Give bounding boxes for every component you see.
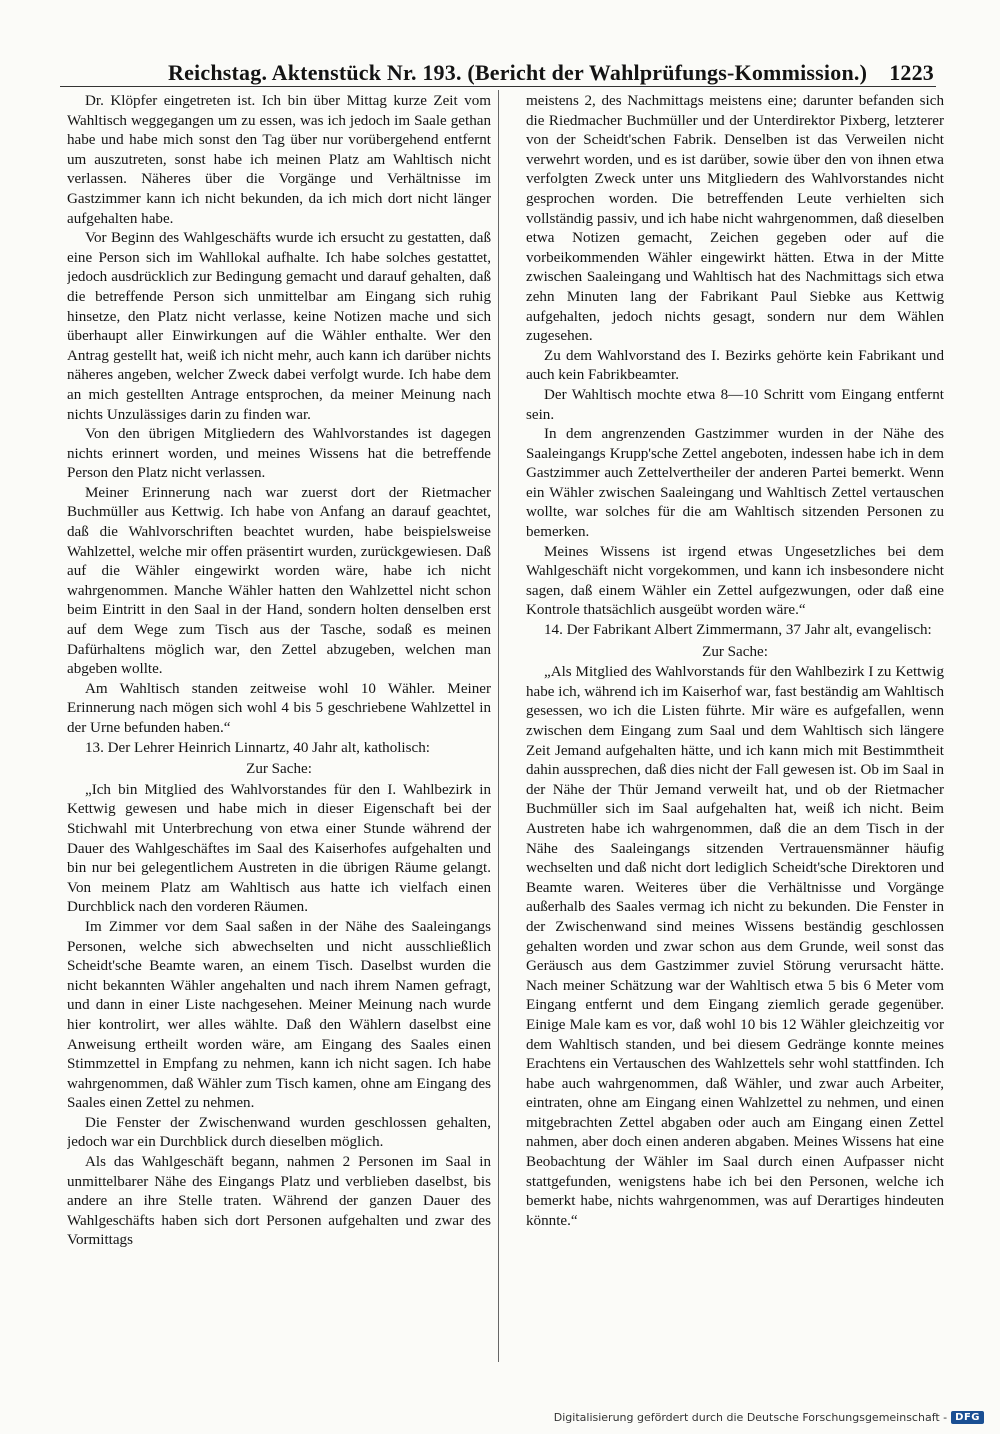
dfg-logo: DFG (951, 1411, 984, 1424)
paragraph: 14. Der Fabrikant Albert Zimmermann, 37 Jahr alt, evangelisch: (544, 622, 932, 639)
paragraph: In dem angrenzenden Gastzimmer wurden in der Nähe des Saaleingangs Krupp'sche Zettel angeboten, indessen habe ich in dem Gastzimmer auch Zettelvertheiler der anderen Partei bemerkt. Wenn ein Wähler zwischen Saaleingang und Wahltisch Zettel vertauschen wollte, war solches für die am Wahltisch sitzenden Personen zu bemerken. (526, 426, 944, 541)
left-column (67, 92, 491, 1364)
paragraph: „Ich bin Mitglied des Wahlvorstandes für den I. Wahlbezirk in Kettwig gewesen und habe mich in dieser Eigenschaft bei der Stichwahl mit Unterbrechung von etwa einer Stunde während der Dauer des Wahlgeschäftes im Saal des Kaiserhofes aufgehalten und bin nur bei gelegentlichem Austreten in die übrigen Räume gelangt. Von meinem Platz am Wahltisch aus hatte ich vielfach einen Durchblick nach den vorderen Räumen. (67, 781, 491, 916)
header-rule (60, 86, 936, 87)
paragraph: Die Fenster der Zwischenwand wurden geschlossen gehalten, jedoch war ein Durchblick durch dieselben möglich. (67, 1114, 491, 1151)
paragraph: 13. Der Lehrer Heinrich Linnartz, 40 Jahr alt, katholisch: (85, 739, 430, 756)
paragraph: Meines Wissens ist irgend etwas Ungesetzliches bei dem Wahlgeschäft nicht vorgekommen, und kann ich insbesondere nicht sagen, daß einem Wähler ein Zettel aufgezwungen, oder daß eine Kontrole thatsächlich ausgeübt worden wäre.“ (526, 543, 944, 619)
paragraph: „Als Mitglied des Wahlvorstands für den Wahlbezirk I zu Kettwig habe ich, während ich im Kaiserhof war, fast beständig am Wahltisch gesessen, wo ich die Listen führte. Mir wäre es aufgefallen, wenn zwischen dem Eingang zum Saal und dem Wahltisch sich längere Zeit Jemand aufgehalten hätte, und ich kann mich mit Bestimmtheit dahin aussprechen, daß dies nicht der Fall gewesen ist. Ob im Saal in der Nähe der Thür Jemand verweilt hat, und ob der Rietmacher Buchmüller sich im Saal aufgehalten hat, weiß ich nicht. Beim Austreten habe ich wahrgenommen, daß die an dem Tisch in der Nähe des Saaleingangs sitzenden Vertrauensmänner häufig wechselten und daß nicht dort lediglich Scheidt'sche Direktoren und Beamte waren. Weiteres über die Verhältnisse und Vorgänge außerhalb des Saales vermag ich nicht zu bekunden. Die Fenster in der Zwischenwand sind meines Wissens beständig geschlossen gehalten worden und zwar schon aus dem Grunde, weil sonst das Geräusch aus dem Gastzimmer zuviel Störung verursacht hätte. Nach meiner Schätzung war der Wahltisch etwa 5 bis 6 Meter vom Eingang entfernt und dem Eingang ziemlich gerade gegenüber. Einige Male kam es vor, daß wohl 10 bis 12 Wähler gleichzeitig vor dem Wahltisch standen, und bei diesem Gedränge konnte meines Erachtens ein Vertauschen des Wahlzettels sehr wohl stattfinden. Ich habe auch wahrgenommen, daß Wähler, und zwar auch Arbeiter, eintraten, ohne am Eingang einen Wahlzettel zu nehmen, und einen mitgebrachten Zettel abgaben oder auch am Eingang einen Zettel nahmen, aber doch einen anderen abgaben. Meines Wissens hat eine Beobachtung der Wähler im Saal durch einen Aufpasser nicht stattgefunden, wenigstens habe ich bei den Personen, welche ich bemerkt habe, nichts wahrgenommen, was auf Derartiges hindeuten könnte.“ (526, 664, 944, 1229)
paragraph: Meiner Erinnerung nach war zuerst dort der Rietmacher Buchmüller aus Kettwig. Ich habe von Anfang an darauf geachtet, daß die Wahlvorschriften beachtet wurden, habe beispielsweise Wahlzettel, welche mir offen präsentirt wurden, zurückgewiesen. Daß auf die Wähler eingewirkt worden wäre, habe ich nicht wahrgenommen. Manche Wähler hatten den Wahlzettel nicht schon beim Eintritt in den Saal in der Hand, sondern holten denselben erst auf dem Wege zum Tisch aus der Tasche, sodaß es meinen Dafürhaltens möglich war, den Zettel abzugeben, welchen man abgeben wollte. (67, 484, 491, 678)
header-title: Reichstag. Aktenstück Nr. 193. (Bericht der Wahlprüfungs-Kommission.) (168, 60, 868, 85)
paragraph: meistens 2, des Nachmittags meistens eine; darunter befanden sich die Riedmacher Buchmüller und der Unterdirektor Pixberg, letzterer von der Scheidt'schen Fabrik. Denselben ist das Verweilen nicht verwehrt worden, und es ist darüber, sowie über den von ihnen etwa verfolgten Zweck unter uns Mitgliedern des Wahlvorstandes nicht gesprochen worden. Die betreffenden Leute verhielten sich vollständig passiv, und ich habe nicht wahrgenommen, daß dieselben etwa Notizen gemacht, Zeichen gegeben oder auf die vorbeikommenden Wähler eingewirkt hätten. Etwa in der Mitte zwischen Saaleingang und Wahltisch hat des Nachmittags sich etwa zehn Minuten lang der Fabrikant Paul Siebke aus Kettwig aufgehalten, jedoch nichts gesagt, sondern nur dem Wählen zugesehen. (526, 93, 944, 345)
paragraph: Im Zimmer vor dem Saal saßen in der Nähe des Saaleingangs Personen, welche sich abwechselten und nicht ausschließlich Scheidt'sche Beamte waren, an einem Tisch. Daselbst wurden die nicht bekannten Wähler angehalten und nach ihrem Namen gefragt, und dann in einer Liste nachgesehen. Meiner Meinung nach wurde hier kontrolirt, wer alles wählte. Daß den Wählern daselbst eine Anweisung ertheilt worden wäre, am Eingang des Saales einen Stimmzettel in Empfang zu nehmen, kann ich nicht sagen. Ich habe wahrgenommen, daß Wähler zum Tisch kamen, ohne am Eingang des Saales einen Zettel zu nehmen. (67, 918, 491, 1112)
paragraph: Der Wahltisch mochte etwa 8—10 Schritt vom Eingang entfernt sein. (526, 386, 944, 423)
page-header (168, 58, 934, 88)
section-heading: Zur Sache: (246, 761, 312, 778)
right-column (526, 92, 944, 1364)
page-number: 1223 (889, 60, 934, 85)
paragraph: Vor Beginn des Wahlgeschäfts wurde ich ersucht zu gestatten, daß eine Person sich im Wahllokal aufhalte. Ich habe solches gestattet, jedoch ausdrücklich zur Bedingung gemacht und darauf gehalten, daß die betreffende Person sich unmittelbar am Eingang sich ruhig hinsetze, den Platz nicht verlasse, keine Notizen mache und sich überhaupt aller Einwirkungen auf die Wähler enthalte. Wer den Antrag gestellt hat, weiß ich nicht mehr, auch kann ich darüber nichts näheres angeben, welcher Zweck dabei verfolgt wurde. Ich habe dem an mich gestellten Antrage entsprochen, da meiner Meinung nach nichts Unzulässiges darin zu finden war. (67, 230, 491, 423)
paragraph: Von den übrigen Mitgliedern des Wahlvorstandes ist dagegen nichts erinnert worden, und meines Wissens hat die betreffende Person den Platz nicht verlassen. (67, 426, 491, 482)
paragraph: Dr. Klöpfer eingetreten ist. Ich bin über Mittag kurze Zeit vom Wahltisch weggegangen um zu essen, was ich jedoch im Saale gethan habe und habe mich sonst den Tag über nur vorübergehend entfernt um auszutreten, sonst habe ich meinen Platz am Wahltisch nicht verlassen. Näheres über die Vorgänge und Verhältnisse im Gastzimmer kann ich nicht bekunden, da ich mich dort nicht länger aufgehalten habe. (67, 93, 491, 227)
footer-credit: Digitalisierung gefördert durch die Deutsche Forschungsgemeinschaft - (553, 1411, 948, 1424)
column-divider (498, 90, 499, 1362)
footer (554, 1411, 984, 1424)
paragraph: Als das Wahlgeschäft begann, nahmen 2 Personen im Saal in unmittelbarer Nähe des Eingangs Platz und verblieben daselbst, bis andere an ihre Stelle traten. Während der ganzen Dauer des Wahlgeschäfts haben sich dort Personen aufgehalten und zwar des Vormittags (67, 1154, 491, 1249)
section-heading: Zur Sache: (702, 643, 768, 660)
paragraph: Zu dem Wahlvorstand des I. Bezirks gehörte kein Fabrikant und auch kein Fabrikbeamter. (526, 347, 944, 384)
paragraph: Am Wahltisch standen zeitweise wohl 10 Wähler. Meiner Erinnerung nach mögen sich wohl 4 bis 5 geschriebene Wahlzettel in der Urne befunden haben.“ (67, 680, 491, 736)
